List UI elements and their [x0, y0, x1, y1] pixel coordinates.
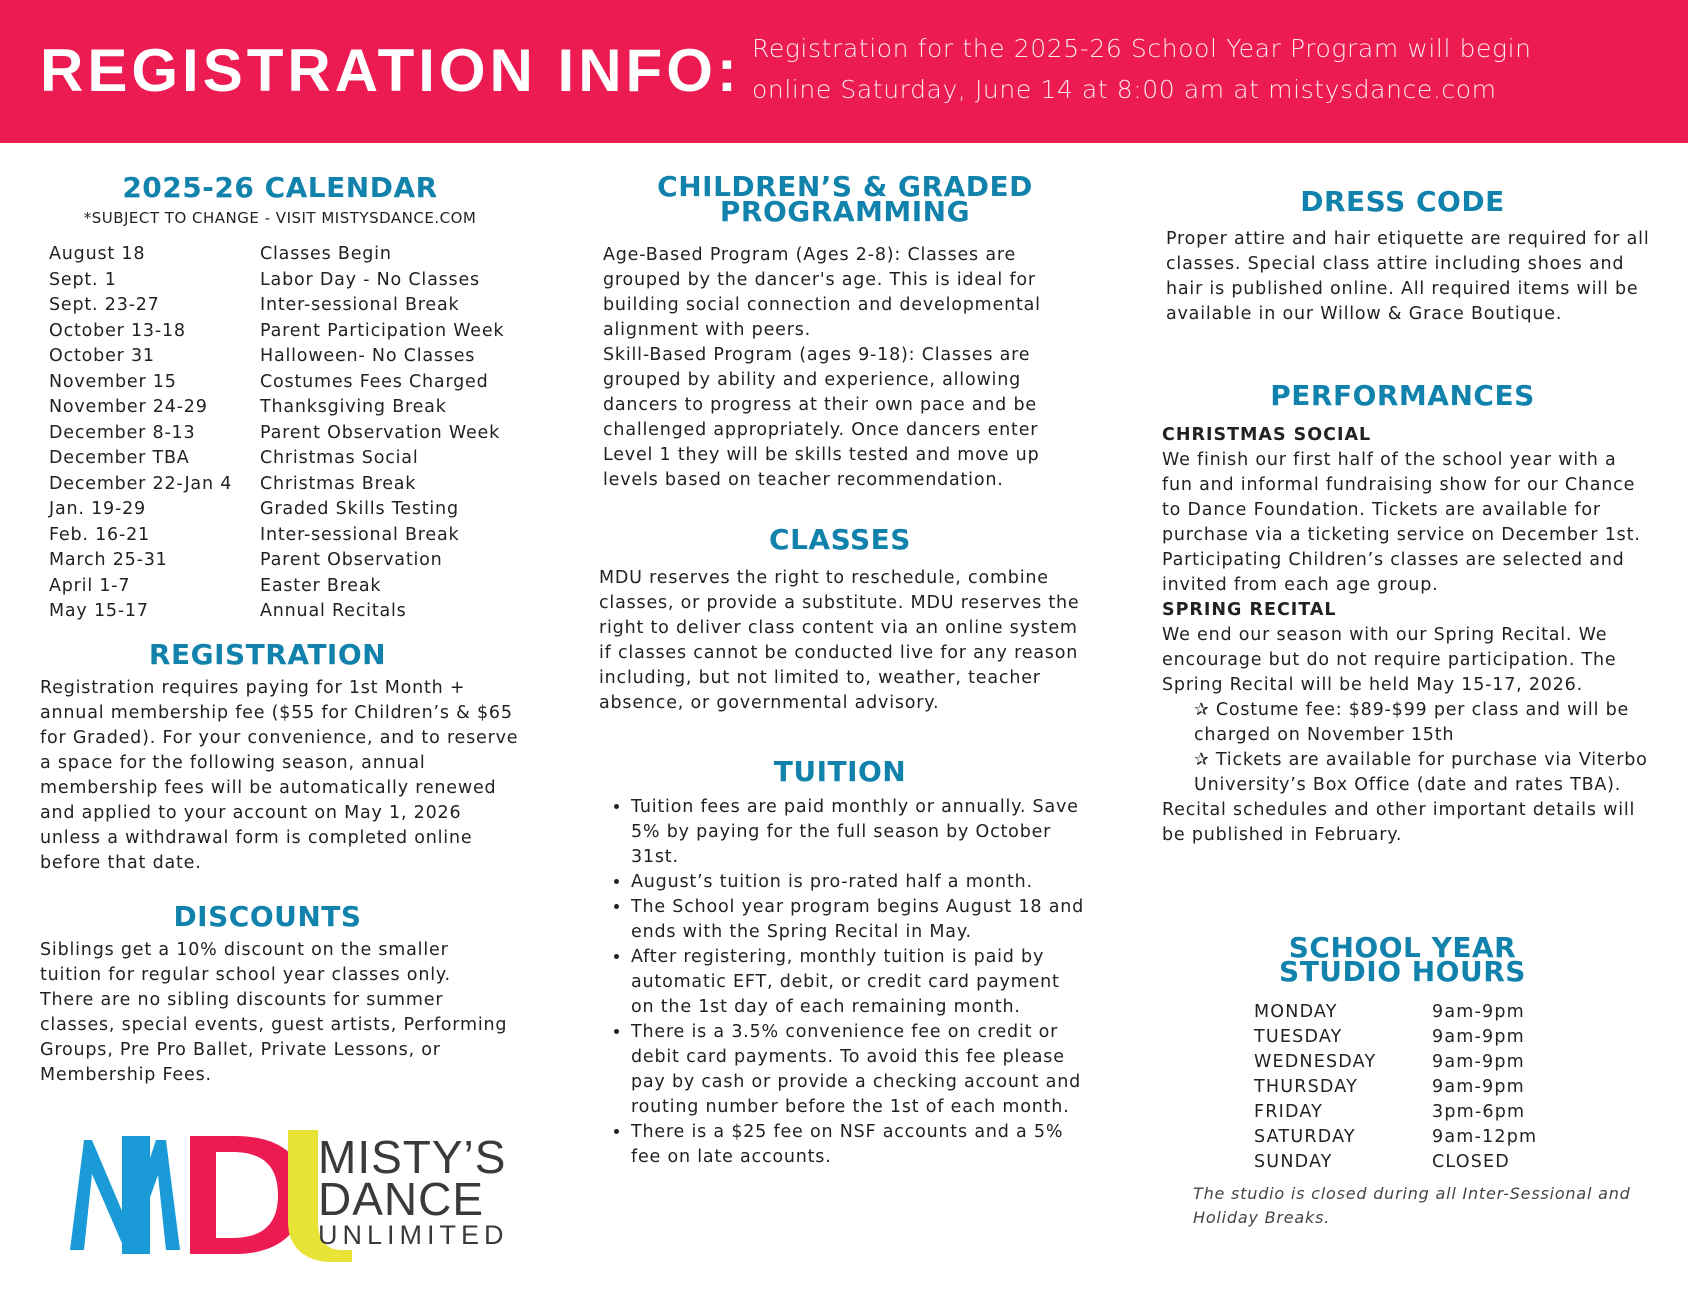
studio-hours-time: 9am-9pm	[1432, 1077, 1525, 1097]
studio-hours-time: 9am-9pm	[1432, 1052, 1525, 1072]
performances-heading: PERFORMANCES	[1270, 379, 1535, 412]
studio-hours-day: SUNDAY	[1254, 1152, 1333, 1172]
studio-hours-heading-line-1: SCHOOL YEAR	[1288, 931, 1517, 964]
studio-hours-day: WEDNESDAY	[1254, 1052, 1377, 1072]
calendar-event: Parent Participation Week	[260, 320, 505, 341]
performances-body	[1162, 423, 1652, 848]
calendar-date: May 15-17	[49, 601, 149, 621]
logo-line-2: DANCE	[318, 1173, 485, 1225]
programming-heading	[600, 170, 1090, 228]
registration-heading: REGISTRATION	[148, 638, 387, 671]
studio-hours-day: SATURDAY	[1254, 1127, 1356, 1147]
calendar-event: Classes Begin	[260, 244, 392, 264]
calendar-date: Sept. 1	[49, 269, 117, 290]
studio-hours-day: THURSDAY	[1254, 1077, 1358, 1097]
calendar-event: Graded Skills Testing	[260, 499, 459, 519]
banner-message-line-1: Registration for the 2025-26 School Year Program will begin	[752, 34, 1532, 63]
calendar-row	[49, 472, 504, 498]
calendar-table	[49, 242, 504, 625]
calendar-row	[49, 574, 504, 600]
header-banner	[0, 0, 1688, 143]
tuition-item: • August’s tuition is pro-rated half a month.	[631, 870, 1089, 895]
christmas-social-title: CHRISTMAS SOCIAL	[1162, 425, 1372, 445]
calendar-row	[49, 344, 504, 370]
studio-hours-day: FRIDAY	[1254, 1102, 1324, 1122]
banner-title: REGISTRATION INFO:	[40, 37, 741, 104]
tuition-list	[599, 795, 1089, 1170]
studio-hours-heading	[1160, 931, 1645, 988]
discounts-text: Siblings get a 10% discount on the smaller tuition for regular school year classes only. There are no sibling discounts for summer classes, special events, guest artists, Performing Groups, Pre Pro Ballet, Private Lessons, or Membership Fees.	[40, 940, 508, 1085]
calendar-date: December 22-Jan 4	[49, 473, 233, 494]
calendar-event: Labor Day - No Classes	[260, 269, 480, 290]
calendar-event: Christmas Social	[260, 448, 419, 468]
calendar-event: Easter Break	[260, 575, 382, 596]
studio-hours-row	[1254, 1100, 1537, 1125]
discounts-heading: DISCOUNTS	[173, 900, 362, 933]
studio-hours-row	[1254, 1025, 1537, 1050]
calendar-date: November 15	[49, 371, 177, 392]
logo-line-3: UNLIMITED	[318, 1220, 509, 1250]
calendar-row	[49, 395, 504, 421]
calendar-date: December TBA	[49, 448, 190, 468]
calendar-event: Halloween- No Classes	[260, 346, 476, 366]
studio-hours-row	[1254, 1150, 1537, 1175]
calendar-heading: 2025-26 CALENDAR	[122, 171, 438, 204]
calendar-event: Inter-sessional Break	[260, 524, 460, 545]
logo-wordmark	[318, 1131, 509, 1250]
calendar-row	[49, 319, 504, 345]
calendar-date: Jan. 19-29	[49, 499, 146, 519]
calendar-row	[49, 242, 504, 268]
classes-text: MDU reserves the right to reschedule, combine classes, or provide a substitute. MDU reserves the right to deliver class content via an online system if classes cannot be conducted live for any reason including, but not limited to, weather, teacher absence, or governmental advisory.	[599, 568, 1080, 713]
calendar-date: Sept. 23-27	[49, 295, 160, 315]
calendar-row	[49, 523, 504, 549]
calendar-subheading: *SUBJECT TO CHANGE - VISIT MISTYSDANCE.COM	[83, 209, 477, 227]
calendar-event: Annual Recitals	[260, 601, 407, 621]
studio-hours-time: CLOSED	[1432, 1152, 1510, 1172]
calendar-date: August 18	[49, 244, 146, 264]
calendar-date: April 1-7	[49, 575, 131, 596]
tuition-item: • After registering, monthly tuition is paid by automatic EFT, debit, or credit card payment on the 1st day of each remaining month.	[631, 945, 1089, 1020]
calendar-row	[49, 548, 504, 574]
calendar-date: December 8-13	[49, 422, 196, 443]
logo-line-1: MISTY’S	[318, 1131, 507, 1183]
studio-hours-time: 3pm-6pm	[1432, 1102, 1526, 1122]
classes-heading: CLASSES	[769, 523, 911, 556]
calendar-row	[49, 599, 504, 625]
calendar-date: November 24-29	[49, 397, 208, 417]
calendar-row	[49, 421, 504, 447]
calendar-date: October 31	[49, 346, 155, 366]
tuition-item: • Tuition fees are paid monthly or annually. Save 5% by paying for the full season by October 31st.	[631, 795, 1089, 870]
calendar-event: Parent Observation Week	[260, 422, 501, 443]
banner-message	[752, 28, 1672, 110]
programming-age-based: Age-Based Program (Ages 2-8): Classes are grouped by the dancer's age. This is ideal for building social connection and developmental alignment with peers.	[603, 245, 1041, 340]
dress-code-text: Proper attire and hair etiquette are required for all classes. Special class attire including shoes and hair is published online. All required items will be available in our Willow & Grace Boutique.	[1166, 229, 1650, 324]
christmas-social-text: We finish our first half of the school year with a fun and informal fundraising show for our Chance to Dance Foundation. Tickets are available for purchase via a ticketing service on December 1st. Participating Children’s classes are selected and invited from each age group.	[1162, 450, 1641, 595]
calendar-event: Thanksgiving Break	[260, 397, 447, 417]
recital-closing-text: Recital schedules and other important details will be published in February.	[1162, 800, 1636, 845]
studio-hours-table	[1254, 1000, 1537, 1175]
spring-recital-title: SPRING RECITAL	[1162, 600, 1337, 620]
studio-hours-row	[1254, 1050, 1537, 1075]
calendar-event: Inter-sessional Break	[260, 295, 460, 315]
calendar-row	[49, 370, 504, 396]
studio-hours-time: 9am-12pm	[1432, 1127, 1538, 1147]
studio-hours-time: 9am-9pm	[1432, 1002, 1525, 1022]
calendar-date: March 25-31	[49, 550, 168, 570]
calendar-row	[49, 268, 504, 294]
tuition-item: • There is a $25 fee on NSF accounts and a 5% fee on late accounts.	[631, 1120, 1089, 1170]
programming-heading-line-1: CHILDREN’S & GRADED	[657, 170, 1033, 203]
studio-hours-day: TUESDAY	[1254, 1027, 1343, 1047]
calendar-event: Costumes Fees Charged	[260, 371, 489, 392]
programming-heading-line-2: PROGRAMMING	[719, 195, 971, 228]
logo-m-stem	[122, 1136, 150, 1254]
calendar-row	[49, 497, 504, 523]
spring-recital-text: We end our season with our Spring Recital. We encourage but do not require participation. The Spring Recital will be held May 15-17, 2026.	[1162, 625, 1617, 695]
logo-d-shape	[190, 1136, 305, 1254]
calendar-row	[49, 446, 504, 472]
studio-hours-row	[1254, 1075, 1537, 1100]
studio-hours-day: MONDAY	[1254, 1002, 1338, 1022]
programming-skill-based: Skill-Based Program (ages 9-18): Classes are grouped by ability and experience, allowing dancers to progress at their own pace and be challenged appropriately. Once dancers enter Level 1 they will be skills tested and move up levels based on teacher recommendation.	[603, 345, 1040, 490]
calendar-date: Feb. 16-21	[49, 524, 150, 545]
tuition-item: • The School year program begins August 18 and ends with the Spring Recital in May.	[631, 895, 1089, 945]
studio-hours-row	[1254, 1125, 1537, 1150]
calendar-date: October 13-18	[49, 320, 186, 341]
studio-hours-row	[1254, 1000, 1537, 1025]
studio-hours-time: 9am-9pm	[1432, 1027, 1525, 1047]
dress-code-heading: DRESS CODE	[1300, 185, 1505, 218]
studio-closed-note: The studio is closed during all Inter-Sessional and Holiday Breaks.	[1193, 1184, 1631, 1227]
mdu-logo	[70, 1130, 509, 1270]
tuition-heading: TUITION	[773, 755, 907, 788]
studio-hours-heading-line-2: STUDIO HOURS	[1279, 955, 1526, 988]
registration-text: Registration requires paying for 1st Month + annual membership fee ($55 for Children’s & $65 for Graded). For your convenience, and to reserve a space for the following season, annual membership fees will be automatically renewed and applied to your account on May 1, 2026 unless a withdrawal form is completed online before that date.	[40, 678, 519, 873]
calendar-event: Christmas Break	[260, 473, 417, 494]
tuition-item: • There is a 3.5% convenience fee on credit or debit card payments. To avoid this fee please pay by cash or provide a checking account and routing number before the 1st of each month.	[631, 1020, 1089, 1120]
banner-message-line-2: online Saturday, June 14 at 8:00 am at mistysdance.com	[752, 75, 1497, 104]
calendar-event: Parent Observation	[260, 550, 443, 570]
tickets-item: ✰ Tickets are available for purchase via Viterbo University’s Box Office (date and rates TBA).	[1194, 750, 1648, 795]
costume-fee-item: ✰ Costume fee: $89-$99 per class and will be charged on November 15th	[1194, 700, 1630, 745]
calendar-row	[49, 293, 504, 319]
